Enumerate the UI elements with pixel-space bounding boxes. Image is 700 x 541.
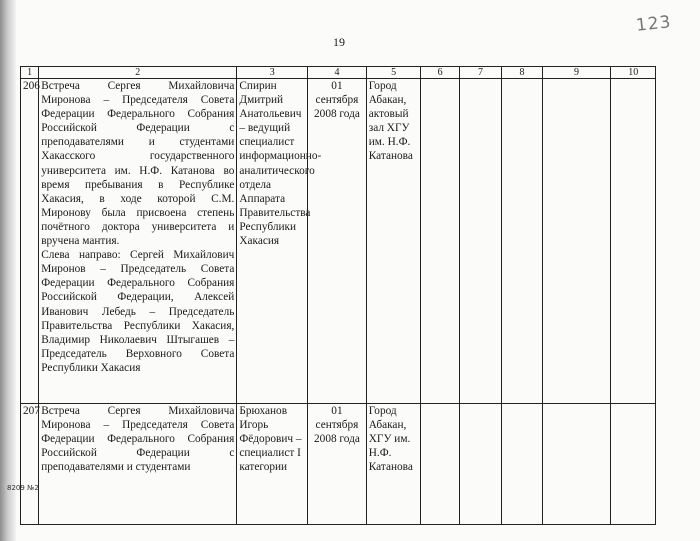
column-number: 4 bbox=[308, 67, 367, 79]
empty-cell bbox=[421, 79, 459, 404]
table-row bbox=[21, 79, 656, 404]
column-number: 8 bbox=[502, 67, 542, 79]
margin-code: 8209 №2 bbox=[7, 484, 39, 492]
record-author: Брюханов Игорь Фёдорович – специалист I категории bbox=[237, 404, 308, 525]
empty-cell bbox=[502, 404, 542, 525]
empty-cell bbox=[542, 404, 611, 525]
record-date: 01 сентября 2008 года bbox=[308, 79, 367, 404]
record-number: 206 bbox=[21, 79, 39, 404]
empty-cell bbox=[502, 79, 542, 404]
page-number: 19 bbox=[333, 35, 345, 49]
empty-cell bbox=[542, 79, 611, 404]
empty-cell bbox=[421, 404, 459, 525]
empty-cell bbox=[459, 79, 501, 404]
record-description bbox=[39, 404, 237, 525]
record-date: 01 сентября 2008 года bbox=[308, 404, 367, 525]
record-description bbox=[39, 79, 237, 404]
column-number: 6 bbox=[421, 67, 459, 79]
handwritten-page-mark: 123 bbox=[635, 12, 673, 36]
column-number: 10 bbox=[611, 67, 656, 79]
record-author: Спирин Дмитрий Анатольевич – ведущий специалист информационно-аналитического отдела Аппарата Правительства Республики Хакасия bbox=[237, 79, 308, 404]
description-people: Слева направо: Сергей Михайлович Миронов – Председатель Совета Федерации Федерального Собрания Российской Федерации, Алексей Иванович Лебедь – Председатель Правительства Республики Хакасия, Владимир Николаевич Штыгашев – Председатель Верховного Совета Республики Хакасия bbox=[41, 249, 235, 374]
column-number: 7 bbox=[459, 67, 501, 79]
column-number: 9 bbox=[542, 67, 611, 79]
photo-register-table bbox=[20, 66, 656, 525]
record-place: Город Абакан, ХГУ им. Н.Ф. Катанова bbox=[366, 404, 421, 525]
record-place: Город Абакан, актовый зал ХГУ им. Н.Ф. Катанова bbox=[366, 79, 421, 404]
binding-shadow bbox=[0, 0, 16, 541]
empty-cell bbox=[611, 404, 656, 525]
column-number: 2 bbox=[39, 67, 237, 79]
table-row bbox=[21, 404, 656, 525]
column-number-row bbox=[21, 67, 656, 79]
column-number: 3 bbox=[237, 67, 308, 79]
column-number: 5 bbox=[366, 67, 421, 79]
description-text: Встреча Сергея Михайловича Миронова – Председателя Совета Федерации Федерального Собрания Российской Федерации с преподавателями и студентами Хакасского государственного университета им. Н.Ф. Катанова во время пребывания в Республике Хакасия, в ходе которой С.М. Миронову была присвоена степень почётного доктора университета и вручена мантия. bbox=[41, 80, 235, 248]
column-number: 1 bbox=[21, 67, 39, 79]
empty-cell bbox=[459, 404, 501, 525]
description-text: Встреча Сергея Михайловича Миронова – Председателя Совета Федерации Федерального Собрания Российской Федерации с преподавателями и студентами bbox=[41, 405, 235, 474]
empty-cell bbox=[611, 79, 656, 404]
record-number: 207 bbox=[21, 404, 39, 525]
